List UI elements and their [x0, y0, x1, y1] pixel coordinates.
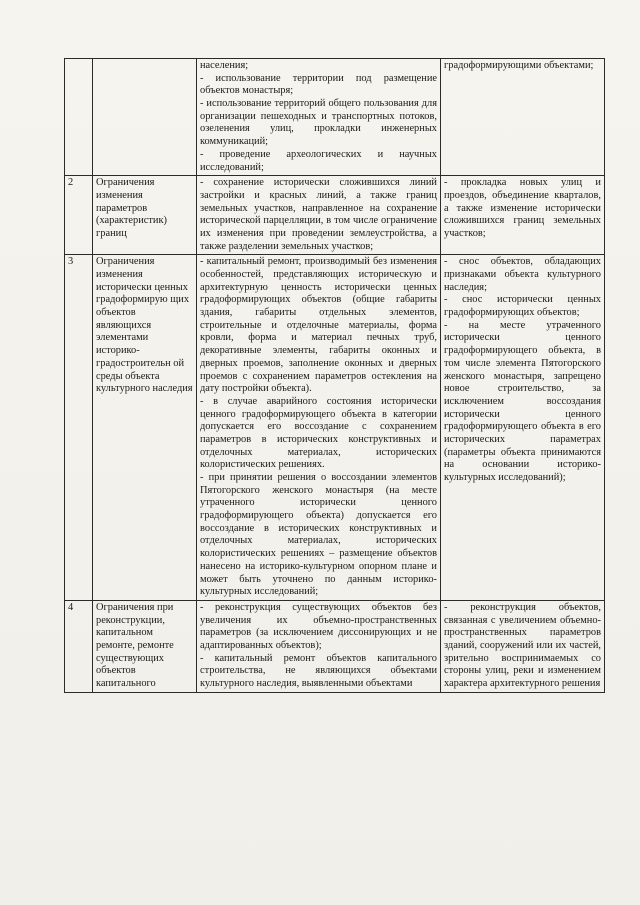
list-item: - реконструкция объектов, связанная с увеличением объемно-пространственных параметров зданий, сооружений или их частей, зрительно воспринимаемых со стороны улиц, реки и изменением характера архитектурного решения — [444, 601, 601, 689]
prohibited-cell — [441, 59, 605, 176]
row-number: 2 — [65, 176, 93, 255]
list-item: - снос объектов, обладающих признаками объекта культурного наследия; — [444, 256, 601, 293]
list-item: - сохранение исторически сложившихся линий застройки и красных линий, а также границ земельных участков, направленное на сохранение исторической парцелляции, в том числе ограничение их изменения при проведении землеустройства, а также разделении земельных участков; — [200, 177, 437, 252]
row-number: 3 — [65, 255, 93, 601]
restriction-name: Ограничения изменения исторически ценных градоформирую щих объектов являющихся элементами историко-градостроительн ой среды объекта культурного наследия — [93, 255, 197, 601]
allowed-cell — [197, 176, 441, 255]
list-item: - реконструкция существующих объектов без увеличения их объемно-пространственных параметров (за исключением диссонирующих и не адаптированных объектов); — [200, 601, 437, 651]
list-item: населения; — [200, 60, 249, 71]
prohibited-cell — [441, 255, 605, 601]
restriction-name — [93, 59, 197, 176]
allowed-cell — [197, 255, 441, 601]
allowed-cell — [197, 600, 441, 692]
row-number: 4 — [65, 600, 93, 692]
list-item: - использование территорий общего пользования для организации пешеходных и транспортных потоков, озеленения улиц, прокладки инженерных коммуникаций; — [200, 98, 437, 148]
prohibited-cell — [441, 600, 605, 692]
table-row — [65, 59, 605, 176]
list-item: - капитальный ремонт объектов капитального строительства, не являющихся объектами культурного наследия, выявленными объектами — [200, 652, 437, 689]
list-item: - капитальный ремонт, производимый без изменения особенностей, представляющих историческую и архитектурную ценность исторически ценных градоформирующих объектов (общие габариты здания, габариты отдельных элементов, строительные и отделочные материалы, форма кровли, форма и материал печных труб, декоративные элементы, габариты оконных и дверных проемов, заполнение оконных и дверных проемов с сохранением параметров остекления на дату постройки объекта). — [200, 256, 437, 395]
list-item: - на месте утраченного исторически ценного градоформирующего объекта, в том числе элемента Пятогорского женского монастыря, запрещено новое строительство, за исключением воссоздания исторически ценного градоформирующего объекта в его исторических параметрах (параметры объекта принимаются на основании историко-культурных исследований); — [444, 319, 601, 483]
restrictions-table — [64, 58, 605, 693]
row-number — [65, 59, 93, 176]
table-row — [65, 176, 605, 255]
table-row — [65, 255, 605, 601]
list-item: - проведение археологических и научных исследований; — [200, 148, 437, 173]
restriction-name: Ограничения при реконструкции, капитальном ремонте, ремонте существующих объектов капитального — [93, 600, 197, 692]
list-item: - использование территории под размещение объектов монастыря; — [200, 72, 437, 97]
list-item: - прокладка новых улиц и проездов, объединение кварталов, а также изменение исторически сложившихся границ земельных участков; — [444, 177, 601, 239]
restriction-name: Ограничения изменения параметров (характеристик) границ — [93, 176, 197, 255]
list-item: - в случае аварийного состояния исторически ценного градоформирующего объекта в категории допускается его воссоздание с сохранением параметров в исторических конструктивных и отделочных материалах, исторических колористических решениях. — [200, 395, 437, 471]
allowed-cell — [197, 59, 441, 176]
list-item: - снос исторически ценных градоформирующих объектов; — [444, 294, 601, 319]
list-item: - при принятии решения о воссоздании элементов Пятогорского женского монастыря (на месте утраченного исторически ценного градоформирующего объекта) допускается его воссоздание в исторических конструктивных и отделочных материалах, исторических колористических решениях – размещение объектов нанесено на историко-культурном опорном плане и может быть уточнено по данным историко-культурных исследований; — [200, 472, 437, 598]
prohibited-cell — [441, 176, 605, 255]
table-row — [65, 600, 605, 692]
list-item: градоформирующими объектами; — [444, 60, 594, 71]
